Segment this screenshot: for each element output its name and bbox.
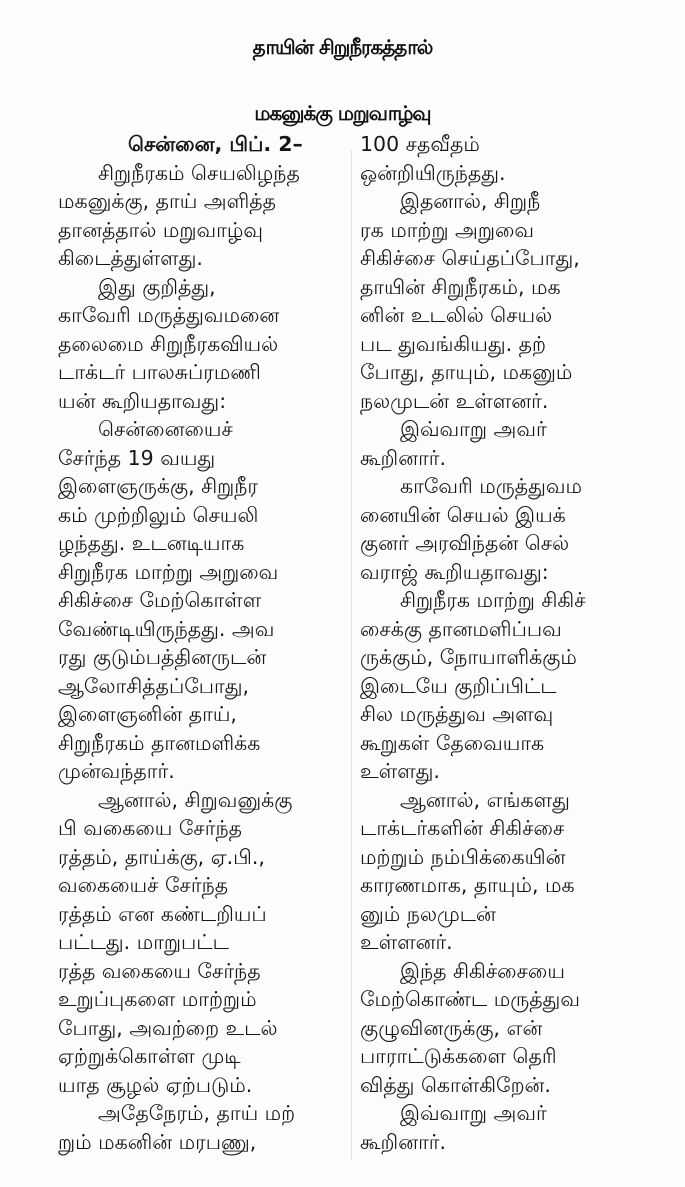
article-text-line: யாத சூழல் ஏற்படும்.: [58, 1072, 253, 1097]
article-text-line: பாராட்டுக்களை தெரி: [360, 1044, 557, 1068]
article-text-line: மேற்கொண்ட மருத்துவ: [360, 987, 580, 1011]
article-text-line: சிறுநீரக மாற்று சிகிச்: [400, 588, 586, 612]
article-text-line: ரத்தம் என கண்டறியப்: [58, 901, 267, 926]
article-text-line: உள்ளது.: [360, 759, 440, 783]
article-text-line: காரணமாக, தாயும், மக: [360, 873, 575, 897]
article-text-line: பட துவங்கியது. தற்: [360, 331, 546, 356]
article-text-line: னின் உடலில் செயல்: [360, 303, 553, 327]
article-text-line: கூறினார்.: [360, 445, 447, 470]
article-text-line: வகையைச் சேர்ந்த: [58, 873, 229, 897]
article-text-line: றும் மகனின் மரபணு,: [58, 1129, 257, 1154]
article-text-line: யன் கூறியதாவது:: [58, 388, 227, 413]
article-text-line: முன்வந்தார்.: [58, 759, 175, 783]
headline-line-1: தாயின் சிறுநீரகத்தால்: [252, 35, 433, 59]
article-text-line: சிகிச்சை செய்தப்போது,: [360, 246, 580, 270]
article-text-line: காவேரி மருத்துவமனை: [58, 303, 280, 327]
article-text-line: ழந்தது. உடனடியாக: [58, 531, 245, 555]
article-column-right: [360, 130, 660, 1156]
article-text-line: கூறுகள் தேவையாக: [360, 730, 545, 755]
article-text-line: ஏற்றுக்கொள்ள முடி: [58, 1044, 241, 1068]
dateline: சென்னை, பிப். 2–: [128, 132, 303, 156]
article-text-line: இளைஞருக்கு, சிறுநீர: [58, 474, 259, 498]
article-text-line: சென்னையைச்: [98, 417, 233, 441]
article-text-line: குனர் அரவிந்தன் செல்: [360, 531, 570, 555]
article-text-line: குழுவினருக்கு, என்: [360, 1015, 543, 1040]
article-text-line: இதனால், சிறுநீ: [400, 189, 541, 213]
article-text-line: ரத்தம், தாய்க்கு, ஏ.பி.,: [58, 844, 265, 869]
article-text-line: மற்றும் நம்பிக்கையின்: [360, 844, 566, 869]
article-text-line: காவேரி மருத்துவம: [400, 474, 583, 498]
article-text-line: சிகிச்சை மேற்கொள்ள: [58, 588, 262, 612]
article-text-line: டாக்டர் பாலசுப்ரமணி: [58, 360, 261, 384]
article-headline: [0, 14, 685, 146]
article-text-line: ரக மாற்று அறுவை: [360, 217, 534, 242]
article-text-line: சிறுநீரகம் செயலிழந்த: [98, 160, 300, 185]
article-text-line: அதேநேரம், தாய் மற்: [98, 1101, 296, 1125]
article-text-line: னையின் செயல் இயக்: [360, 502, 566, 527]
article-text-line: இளைஞனின் தாய்,: [58, 702, 237, 726]
article-text-line: ரது குடும்பத்தினருடன்: [58, 645, 267, 669]
article-text-line: உள்ளனர்.: [360, 930, 453, 954]
article-text-line: கம் முற்றிலும் செயலி: [58, 502, 259, 527]
article-text-line: ஒன்றியிருந்தது.: [360, 160, 506, 185]
article-text-line: வராஜ் கூறியதாவது:: [360, 559, 549, 584]
article-text-line: வித்து கொள்கிறேன்.: [360, 1072, 551, 1097]
headline-line-2: மகனுக்கு மறுவாழ்வு: [254, 101, 431, 125]
article-text-line: மகனுக்கு, தாய் அளித்த: [58, 189, 276, 213]
article-text-line: தலைமை சிறுநீரகவியல்: [58, 331, 279, 356]
article-text-line: பட்டது. மாறுபட்ட: [58, 930, 229, 954]
article-text-line: 100 சதவீதம்: [360, 132, 480, 156]
article-text-line: இடையே குறிப்பிட்ட: [360, 673, 557, 698]
article-text-line: போது, அவற்றை உடல்: [58, 1015, 278, 1040]
article-text-line: நலமுடன் உள்ளனர்.: [360, 388, 549, 413]
article-text-line: சேர்ந்த 19 வயது: [58, 445, 216, 470]
article-text-line: தாயின் சிறுநீரகம், மக: [360, 274, 561, 299]
column-divider: [351, 150, 352, 1160]
article-text-line: ஆனால், எங்களது: [400, 787, 570, 812]
article-text-line: கிடைத்துள்ளது.: [58, 246, 203, 270]
article-text-line: உறுப்புகளை மாற்றும்: [58, 987, 257, 1011]
article-text-line: சிறுநீரகம் தானமளிக்க: [58, 730, 261, 755]
article-text-line: சிறுநீரக மாற்று அறுவை: [58, 559, 279, 584]
article-text-line: பி வகையை சேர்ந்த: [58, 816, 242, 840]
article-text-line: ஆலோசித்தப்போது,: [58, 673, 250, 698]
article-text-line: ரத்த வகையை சேர்ந்த: [58, 958, 261, 983]
article-column-left: [58, 130, 348, 1156]
article-text-line: கூறினார்.: [360, 1129, 447, 1154]
article-text-line: வேண்டியிருந்தது. அவ: [58, 616, 275, 641]
article-text-line: னும் நலமுடன்: [360, 901, 496, 926]
article-text-line: சைக்கு தானமளிப்பவ: [360, 616, 562, 641]
article-text-line: இந்த சிகிச்சையை: [400, 958, 565, 983]
article-text-line: ருக்கும், நோயாளிக்கும்: [360, 645, 577, 669]
article-text-line: இது குறித்து,: [98, 274, 216, 299]
article-text-line: இவ்வாறு அவர்: [400, 417, 547, 441]
article-text-line: இவ்வாறு அவர்: [400, 1101, 547, 1125]
article-text-line: ஆனால், சிறுவனுக்கு: [98, 787, 293, 812]
article-text-line: சில மருத்துவ அளவு: [360, 702, 554, 726]
article-text-line: தானத்தால் மறுவாழ்வு: [58, 217, 263, 242]
article-text-line: டாக்டர்களின் சிகிச்சை: [360, 816, 565, 840]
article-text-line: போது, தாயும், மகனும்: [360, 360, 573, 384]
